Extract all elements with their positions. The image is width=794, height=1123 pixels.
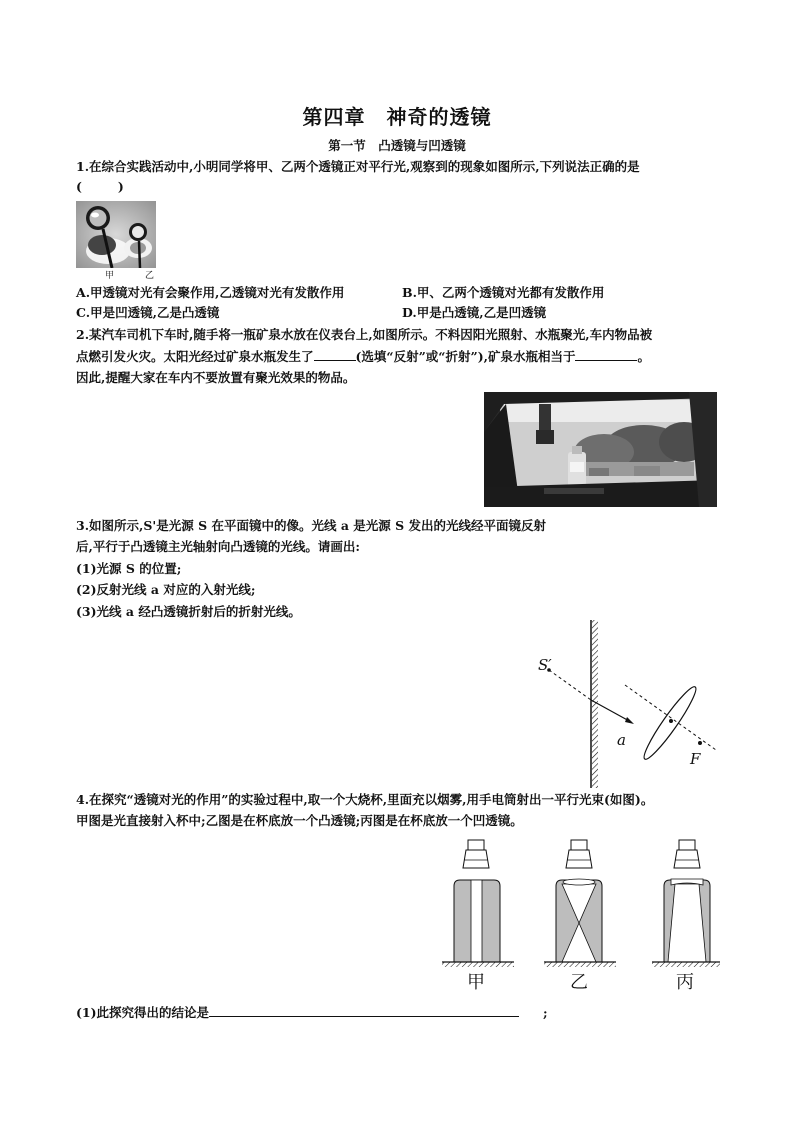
q1-option-b: B.甲、乙两个透镜对光都有发散作用 (402, 285, 605, 300)
q4-beaker-diagram (438, 838, 720, 970)
q3-item3: (3)光线 a 经凸透镜折射后的折射光线。 (76, 604, 301, 619)
q3-item2: (2)反射光线 a 对应的入射光线; (76, 582, 256, 597)
q4-sub1: (1)此探究得出的结论是 ; (76, 1005, 548, 1020)
q2-car-photo (484, 392, 717, 507)
q3-label-s-prime: S′ (538, 656, 552, 674)
optical-center (669, 719, 673, 723)
q3-label-f: F (690, 750, 701, 768)
q4-blank-1[interactable] (209, 1004, 519, 1017)
q2-line2: 点燃引发火灾。太阳光经过矿泉水瓶发生了 (选填“反射”或“折射”),矿泉水瓶相当于 。 (76, 349, 650, 364)
principal-axis (625, 685, 716, 750)
section-title: 第一节 凸透镜与凹透镜 (328, 138, 466, 153)
beaker-jia (442, 840, 514, 967)
q1-option-d: D.甲是凸透镜,乙是凹透镜 (402, 305, 547, 320)
q1-lens-photo-drawing (76, 201, 156, 268)
q4-line2: 甲图是光直接射入杯中;乙图是在杯底放一个凸透镜;丙图是在杯底放一个凹透镜。 (76, 813, 523, 828)
q3-item1: (1)光源 S 的位置; (76, 561, 182, 576)
q4-beaker-drawing (438, 838, 720, 970)
q4-line1: 4.在探究“透镜对光的作用”的实验过程中,取一个大烧杯,里面充以烟雾,用手电筒射出一平行光束(如图)。 (76, 792, 654, 807)
q1-answer-paren: ( ) (76, 179, 124, 194)
q3-line1: 3.如图所示,S'是光源 S 在平面镜中的像。光线 a 是光源 S 发出的光线经平面镜反射 (76, 518, 547, 533)
q1-label-yi: 乙 (145, 271, 155, 281)
q1-option-a: A.甲透镜对光有会聚作用,乙透镜对光有发散作用 (76, 285, 345, 300)
q1-label-jia: 甲 (105, 271, 115, 281)
q2-line3: 因此,提醒大家在车内不要放置有聚光效果的物品。 (76, 370, 356, 385)
q1-stem: 1.在综合实践活动中,小明同学将甲、乙两个透镜正对平行光,观察到的现象如图所示,下列说法正确的是 (76, 159, 640, 174)
chapter-title: 第四章 神奇的透镜 (302, 105, 492, 129)
q3-line2: 后,平行于凸透镜主光轴射向凸透镜的光线。请画出: (76, 539, 360, 554)
beaker-bing (652, 840, 720, 967)
q2-car-photo-drawing (484, 392, 717, 507)
q2-blank-2[interactable] (575, 348, 637, 361)
q1-option-c: C.甲是凹透镜,乙是凸透镜 (76, 305, 220, 320)
ray-arrow (625, 717, 634, 724)
virtual-ray (549, 670, 591, 700)
q4-label-jia: 甲 (467, 972, 485, 993)
focus-point (698, 741, 702, 745)
q3-label-a: a (617, 731, 626, 749)
q2-blank-1[interactable] (314, 348, 356, 361)
beaker-yi (544, 840, 616, 967)
q2-line1: 2.某汽车司机下车时,随手将一瓶矿泉水放在仪表台上,如图所示。不料因阳光照射、水瓶聚光,车内物品被 (76, 327, 653, 342)
q4-label-yi: 乙 (570, 972, 588, 993)
q4-label-bing: 丙 (676, 972, 694, 993)
q1-lens-photo (76, 201, 156, 268)
